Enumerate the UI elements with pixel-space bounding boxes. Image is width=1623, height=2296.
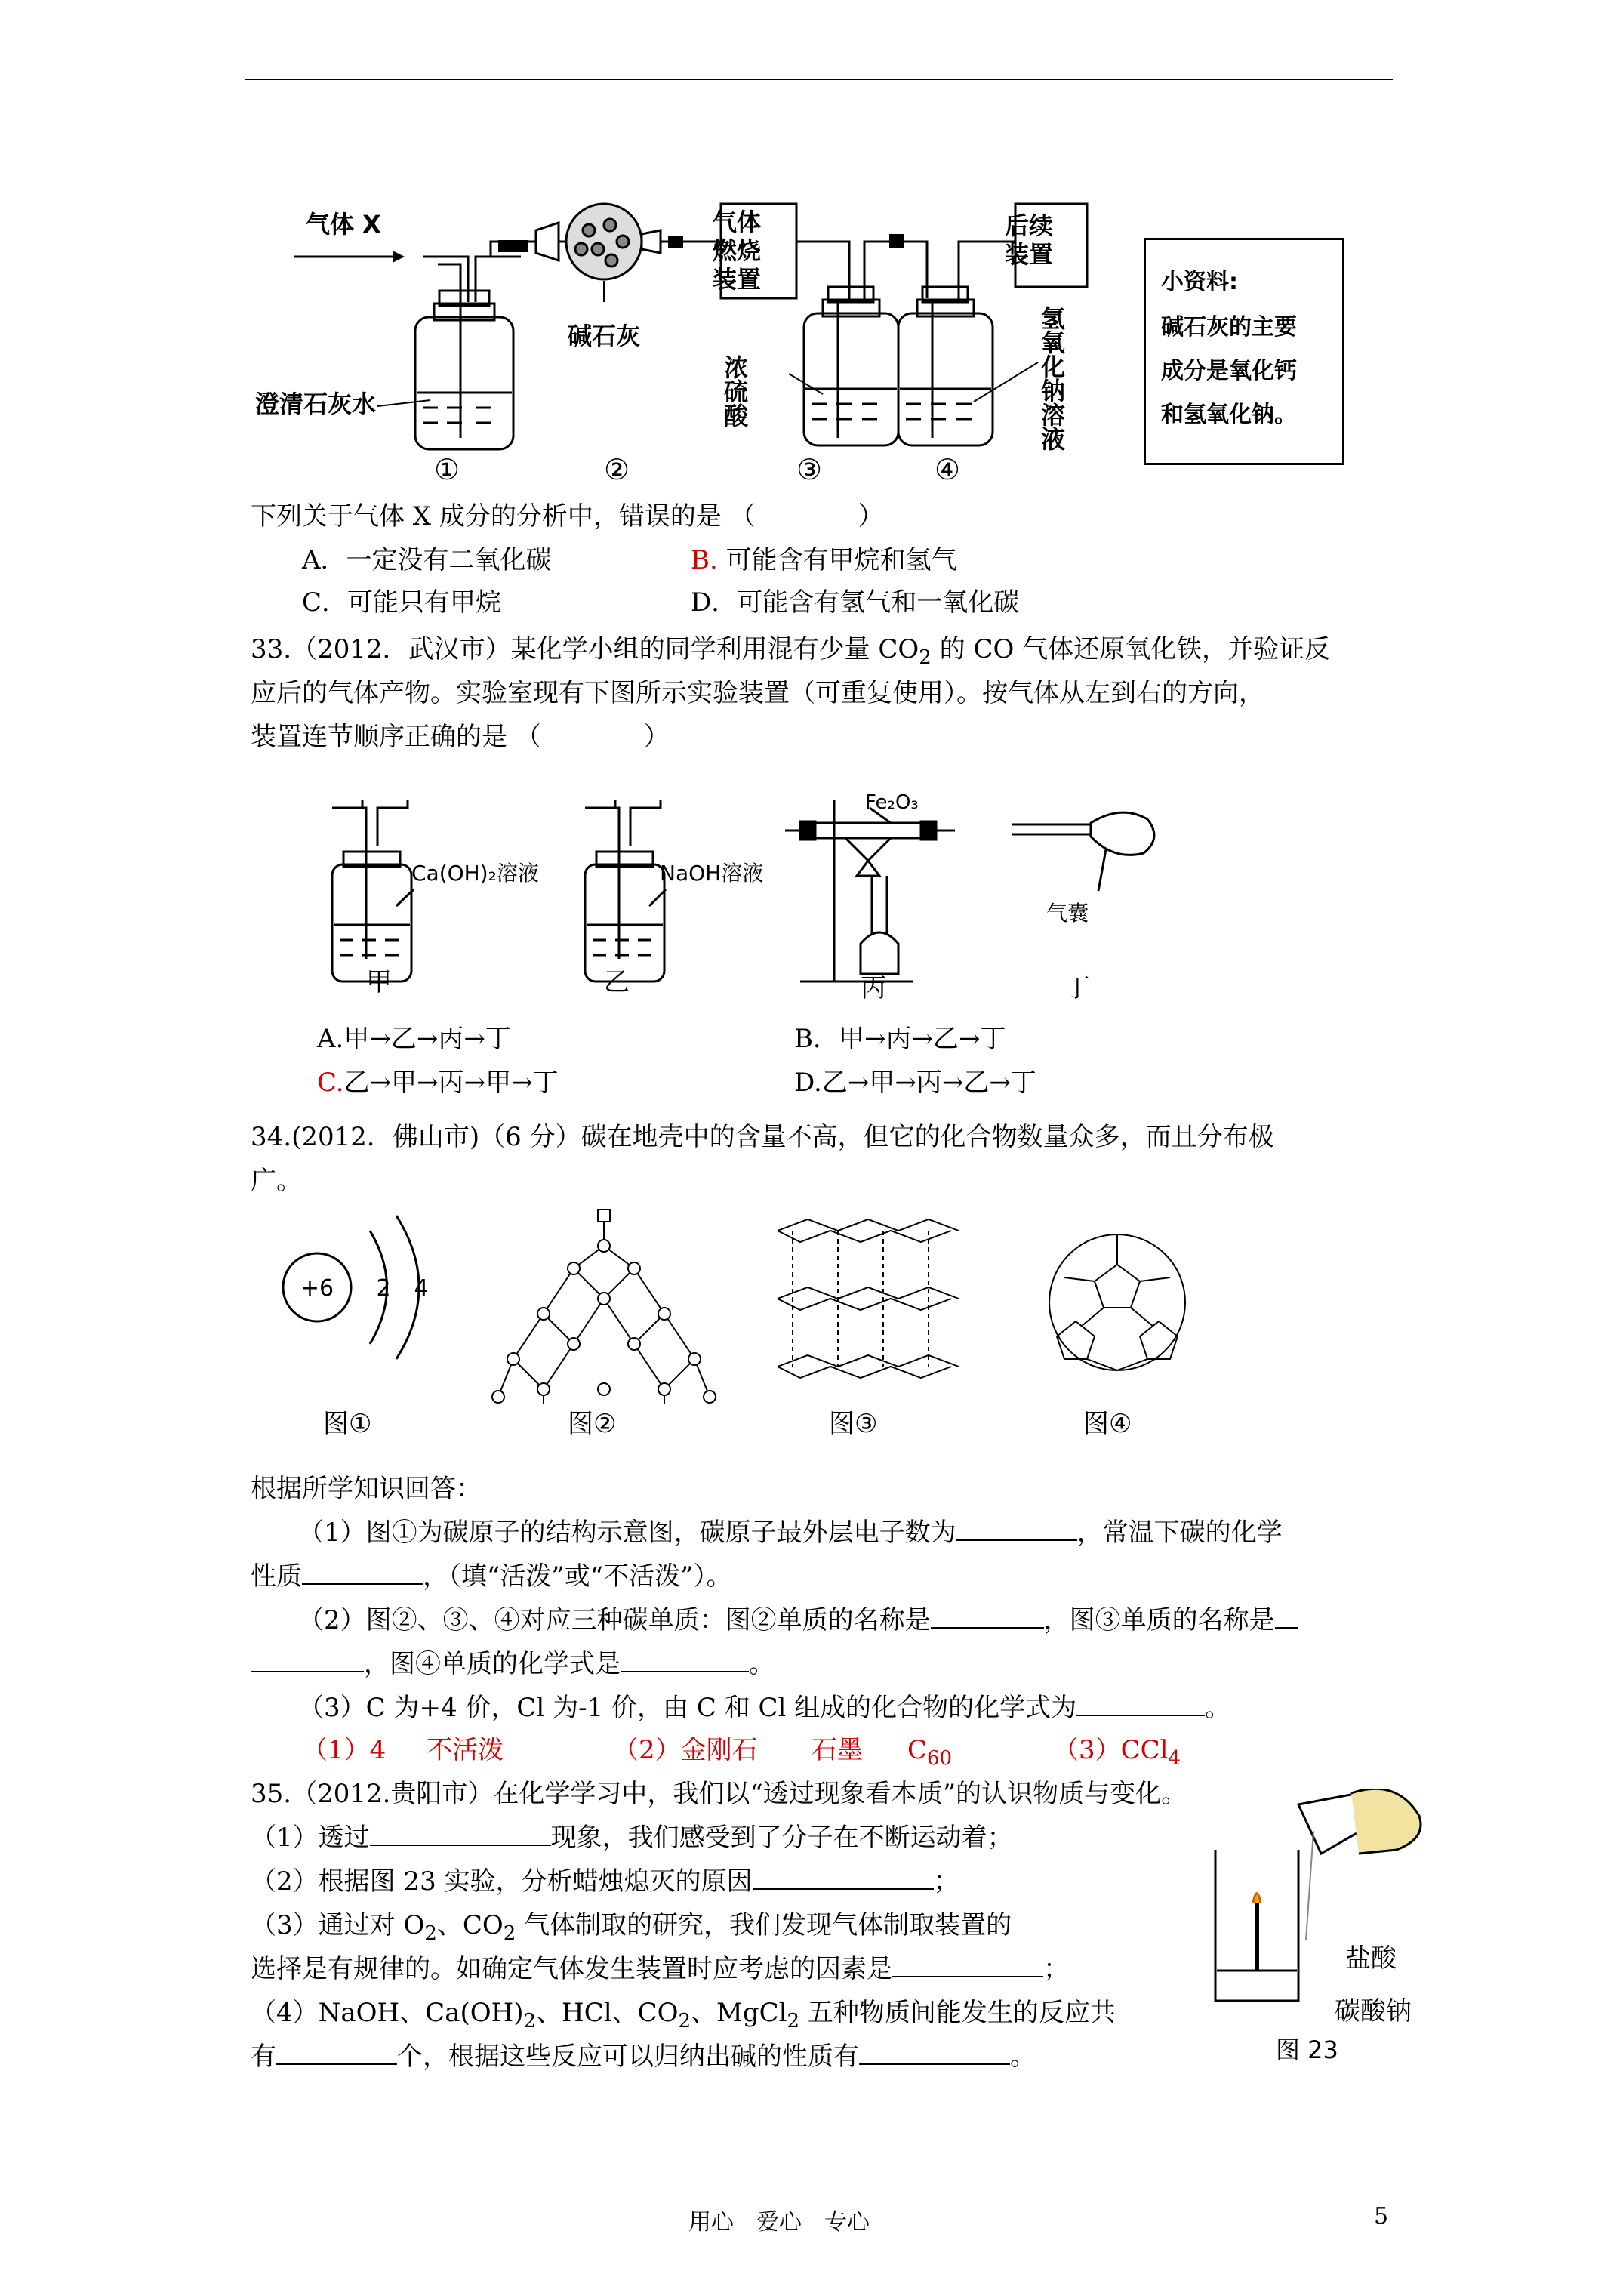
q35-caoh2-subscript: 2 bbox=[523, 2009, 537, 2032]
q34-blank-fig2-name[interactable] bbox=[931, 1604, 1044, 1629]
caption-ding: 丁 bbox=[1064, 973, 1090, 1003]
q34-sub1-text-a: （1）图①为碳原子的结构示意图，碳原子最外层电子数为 bbox=[298, 1518, 956, 1548]
q33-option-c-letter: C. bbox=[317, 1068, 344, 1098]
q34-sub2-text-b: ，图③单质的名称是 bbox=[1043, 1605, 1275, 1635]
q35-o2-subscript: 2 bbox=[424, 1922, 437, 1945]
q33-option-c-text: 乙→甲→丙→甲→丁 bbox=[343, 1068, 559, 1098]
q35-sub3-text-c: 气体制取的研究，我们发现气体制取装置的 bbox=[516, 1910, 1012, 1940]
followup-box-label: 后续装置 bbox=[1005, 211, 1054, 269]
graphite-layers bbox=[778, 1219, 959, 1378]
q32-option-d: D．可能含有氢气和一氧化碳 bbox=[691, 587, 1020, 618]
fe2o3-label: Fe₂O₃ bbox=[865, 791, 919, 814]
shell-2-label: 4 bbox=[414, 1275, 429, 1302]
q35-sub3-line1 bbox=[251, 1909, 1012, 1950]
figure-1-label: 图① bbox=[323, 1409, 372, 1439]
q34-sub1-text-b: ，常温下碳的化学 bbox=[1076, 1518, 1283, 1548]
q35-sub3-line2 bbox=[251, 1952, 1069, 1986]
info-line-3: 和氢氧化钠。 bbox=[1161, 402, 1297, 428]
page-number: 5 bbox=[1374, 2203, 1389, 2230]
q33-option-c bbox=[317, 1066, 559, 1099]
q33-option-a: A.甲→乙→丙→丁 bbox=[317, 1024, 511, 1054]
q34-intro: 根据所学知识回答： bbox=[251, 1474, 482, 1504]
q34-blank-formula[interactable] bbox=[1076, 1692, 1205, 1716]
q35-sub1 bbox=[251, 1821, 1013, 1854]
q33-drawing bbox=[317, 793, 1163, 997]
q34-line-2: 广。 bbox=[251, 1166, 302, 1196]
q34-sub1-text-d: ，（填“活泼”或“不活泼”）。 bbox=[423, 1561, 732, 1592]
q35-sub2 bbox=[251, 1865, 959, 1898]
q34-answer-2: 不活泼 bbox=[427, 1735, 504, 1765]
q34-answer-1: （1）4 bbox=[302, 1735, 387, 1765]
limewater-label: 澄清石灰水 bbox=[255, 390, 377, 418]
q35-sub4-text-c: 、MgCl bbox=[691, 1998, 787, 2028]
sodium-carbonate-label: 碳酸钠 bbox=[1335, 1996, 1412, 2026]
q35-co2-subscript: 2 bbox=[503, 1922, 516, 1945]
q34-answer-3: （2）金刚石 bbox=[613, 1735, 758, 1765]
q32-option-c: C．可能只有甲烷 bbox=[302, 587, 502, 618]
naoh-solution-label-q33: NaOH溶液 bbox=[660, 861, 764, 886]
bottle-3 bbox=[804, 242, 898, 445]
shell-1-label: 2 bbox=[376, 1275, 391, 1302]
q34-blank-activity[interactable] bbox=[302, 1561, 423, 1585]
q35-sub4-text-d: 五种物质间能发生的反应共 bbox=[799, 1998, 1116, 2028]
q35-co2-subscript-2: 2 bbox=[678, 2009, 691, 2032]
q34-sub1-text-c: 性质 bbox=[251, 1561, 302, 1592]
q35-blank-factors[interactable] bbox=[892, 1953, 1043, 1977]
figure-23-drawing bbox=[1200, 1789, 1442, 2008]
q33-option-d: D.乙→甲→丙→乙→丁 bbox=[794, 1068, 1036, 1098]
diamond-lattice bbox=[492, 1210, 716, 1404]
q34-sub1-line1 bbox=[298, 1516, 1283, 1549]
q32-stem: 下列关于气体 X 成分的分析中，错误的是 （ ） bbox=[251, 501, 884, 532]
hand bbox=[1351, 1789, 1421, 1854]
q35-line-1: 35.（2012.贵阳市）在化学学习中，我们以“透过现象看本质”的认识物质与变化。 bbox=[251, 1779, 1187, 1809]
footer-motto: 用心 爱心 专心 bbox=[688, 2209, 870, 2236]
rubber-connector-2 bbox=[668, 236, 683, 248]
figure-2-label: 图② bbox=[568, 1409, 617, 1439]
q35-blank-phenomenon[interactable] bbox=[370, 1822, 551, 1846]
caption-jia: 甲 bbox=[366, 967, 392, 997]
figure-23-caption: 图 23 bbox=[1276, 2036, 1338, 2064]
info-box bbox=[1144, 238, 1344, 465]
q34-answer-6 bbox=[1053, 1734, 1181, 1775]
q34-answer-6-subscript: 4 bbox=[1168, 1746, 1181, 1770]
bottle-4 bbox=[898, 242, 1015, 445]
q32-option-b-letter: B. bbox=[691, 545, 718, 575]
q35-sub4-line1 bbox=[251, 1996, 1116, 2038]
q35-sub3-text-a: （3）通过对 O bbox=[251, 1910, 425, 1940]
q35-sub2-text-b: ； bbox=[933, 1866, 959, 1897]
q35-sub4-line2 bbox=[251, 2040, 1036, 2073]
bottle-1 bbox=[415, 257, 521, 449]
q34-answer-5-subscript: 60 bbox=[927, 1746, 953, 1770]
q33-line-3: 装置连节顺序正确的是 （ ） bbox=[251, 722, 670, 752]
gas-x-label: 气体 X bbox=[306, 210, 381, 239]
q35-sub4-text-g: 。 bbox=[1010, 2042, 1036, 2072]
q35-sub3-text-b: 、CO bbox=[436, 1910, 504, 1940]
q34-sub2-text-d: 。 bbox=[749, 1649, 775, 1679]
q35-sub4-text-e: 有 bbox=[251, 2042, 276, 2072]
q32-option-b bbox=[691, 544, 957, 577]
fullerene-c60 bbox=[1049, 1234, 1185, 1370]
figure-4-label: 图④ bbox=[1083, 1409, 1132, 1439]
gas-bag-label: 气囊 bbox=[1046, 901, 1089, 926]
q35-blank-base-properties[interactable] bbox=[859, 2041, 1010, 2065]
q33-co2-subscript: 2 bbox=[919, 646, 932, 669]
naoh-solution-label: 氢氧化钠溶液 bbox=[1037, 306, 1066, 451]
q32-option-b-text: 可能含有甲烷和氢气 bbox=[717, 545, 957, 575]
apparatus-number-1: ① bbox=[434, 453, 460, 486]
q35-sub2-text-a: （2）根据图 23 实验，分析蜡烛熄灭的原因 bbox=[251, 1866, 753, 1897]
q34-blank-fig3-name[interactable] bbox=[251, 1648, 364, 1672]
q35-blank-reaction-count[interactable] bbox=[276, 2041, 397, 2065]
apparatus-number-4: ④ bbox=[935, 453, 961, 486]
q34-sub3-text-a: （3）C 为+4 价，Cl 为-1 价，由 C 和 Cl 组成的化合物的化学式为 bbox=[298, 1693, 1077, 1723]
q35-sub1-text-b: 现象，我们感受到了分子在不断运动着； bbox=[550, 1823, 1013, 1853]
q34-answer-5-base: C bbox=[907, 1735, 928, 1765]
q35-blank-extinguish-reason[interactable] bbox=[753, 1866, 934, 1890]
figure-3-label: 图③ bbox=[829, 1409, 878, 1439]
q35-sub4-text-a: （4）NaOH、Ca(OH) bbox=[251, 1998, 524, 2028]
q34-sub3 bbox=[298, 1691, 1230, 1724]
q34-line-1: 34.(2012．佛山市)（6 分）碳在地壳中的含量不高，但它的化合物数量众多，而且分布极 bbox=[251, 1122, 1274, 1152]
reduction-tube-bing bbox=[785, 800, 955, 982]
caption-yi: 乙 bbox=[604, 967, 630, 997]
q34-sub2-line1 bbox=[298, 1604, 1298, 1637]
q34-sub2-text-a: （2）图②、③、④对应三种碳单质：图②单质的名称是 bbox=[298, 1605, 931, 1635]
conc-sulfuric-acid-label: 浓硫酸 bbox=[720, 355, 749, 427]
q35-sub3-text-d: 选择是有规律的。如确定气体发生装置时应考虑的因素是 bbox=[251, 1954, 892, 1984]
apparatus-number-2: ② bbox=[604, 453, 630, 486]
gas-bag-ding bbox=[1012, 812, 1154, 891]
soda-lime-label: 碱石灰 bbox=[568, 322, 641, 350]
q34-sub2-text-c: ，图④单质的化学式是 bbox=[364, 1649, 621, 1679]
q33-line-2: 应后的气体产物。实验室现有下图所示实验装置（可重复使用）。按气体从左到右的方向， bbox=[251, 678, 1264, 708]
rubber-connector-3 bbox=[889, 234, 904, 248]
header-rule bbox=[245, 79, 1393, 80]
q34-sub3-text-b: 。 bbox=[1205, 1693, 1231, 1723]
q34-blank-fig3-name-start[interactable] bbox=[1275, 1604, 1298, 1629]
q33-option-b: B．甲→丙→乙→丁 bbox=[794, 1024, 1006, 1054]
q34-blank-fig4-formula[interactable] bbox=[621, 1648, 749, 1672]
q35-mgcl2-subscript: 2 bbox=[787, 2009, 800, 2032]
q34-answer-4: 石墨 bbox=[812, 1735, 863, 1765]
q34-answer-6-base: （3）CCl bbox=[1053, 1735, 1169, 1765]
hydrochloric-acid-label: 盐酸 bbox=[1345, 1943, 1397, 1974]
q35-sub4-text-b: 、HCl、CO bbox=[536, 1998, 679, 2028]
nucleus-label: +6 bbox=[300, 1275, 334, 1302]
combustion-box-label: 气体燃烧装置 bbox=[713, 208, 762, 294]
info-line-2: 成分是氧化钙 bbox=[1161, 358, 1297, 384]
q33-line-1b: 的 CO 气体还原氧化铁，并验证反 bbox=[931, 634, 1331, 664]
q34-sub2-line2 bbox=[251, 1647, 775, 1681]
caption-bing: 丙 bbox=[861, 973, 886, 1003]
info-title: 小资料: bbox=[1161, 269, 1238, 295]
apparatus-number-3: ③ bbox=[796, 453, 823, 486]
q33-line-1 bbox=[251, 633, 1330, 674]
q32-option-a: A．一定没有二氧化碳 bbox=[302, 545, 552, 575]
q34-blank-electrons[interactable] bbox=[956, 1517, 1077, 1541]
bottle-yi bbox=[585, 800, 666, 982]
bottle-jia bbox=[332, 800, 414, 982]
q33-line-1a: 33.（2012．武汉市）某化学小组的同学利用混有少量 CO bbox=[251, 634, 919, 664]
q34-answer-5 bbox=[907, 1734, 952, 1775]
q35-sub3-text-e: ； bbox=[1043, 1954, 1069, 1984]
caoh2-solution-label: Ca(OH)₂溶液 bbox=[411, 861, 539, 886]
q34-sub1-line2 bbox=[251, 1560, 732, 1593]
q35-sub1-text-a: （1）透过 bbox=[251, 1823, 370, 1853]
rubber-connector-1 bbox=[498, 240, 528, 252]
q35-sub4-text-f: 个，根据这些反应可以归纳出碱的性质有 bbox=[397, 2042, 859, 2072]
info-line-1: 碱石灰的主要 bbox=[1161, 314, 1297, 341]
